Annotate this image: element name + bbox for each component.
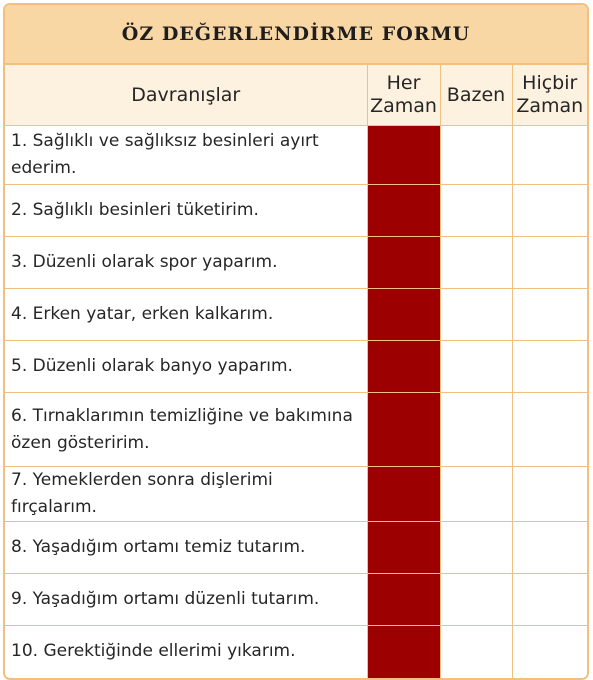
cell-always[interactable] xyxy=(367,626,440,678)
self-assessment-form xyxy=(3,3,589,680)
table-row xyxy=(5,574,587,626)
row-text xyxy=(5,341,367,393)
cell-sometimes[interactable] xyxy=(440,626,512,678)
form-title: ÖZ DEĞERLENDİRME FORMU xyxy=(5,5,587,65)
header-row xyxy=(5,65,587,126)
cell-sometimes[interactable] xyxy=(440,237,512,289)
row-text-line2: özen gösteririm. xyxy=(11,432,150,453)
table-row xyxy=(5,237,587,289)
cell-never[interactable] xyxy=(512,237,587,289)
row-text xyxy=(5,393,367,467)
cell-sometimes[interactable] xyxy=(440,126,512,185)
cell-always[interactable] xyxy=(367,522,440,574)
cell-never[interactable] xyxy=(512,185,587,237)
header-never-line1: Hiçbir xyxy=(522,72,578,94)
row-text-line1: 5. Düzenli olarak banyo yaparım. xyxy=(11,356,293,376)
row-text xyxy=(5,185,367,237)
header-never xyxy=(512,65,587,126)
row-text-line1: 6. Tırnaklarımın temizliğine ve bakımına xyxy=(11,405,353,426)
cell-always[interactable] xyxy=(367,341,440,393)
row-text xyxy=(5,237,367,289)
cell-sometimes[interactable] xyxy=(440,341,512,393)
cell-always[interactable] xyxy=(367,574,440,626)
table-row xyxy=(5,289,587,341)
table-row xyxy=(5,126,587,185)
cell-always[interactable] xyxy=(367,467,440,522)
cell-always[interactable] xyxy=(367,126,440,185)
cell-always[interactable] xyxy=(367,289,440,341)
cell-never[interactable] xyxy=(512,341,587,393)
cell-never[interactable] xyxy=(512,126,587,185)
cell-never[interactable] xyxy=(512,522,587,574)
row-text-line1: 8. Yaşadığım ortamı temiz tutarım. xyxy=(11,537,306,557)
table-row xyxy=(5,341,587,393)
row-text xyxy=(5,522,367,574)
row-text-line1: 7. Yemeklerden sonra dişlerimi fırçalarım. xyxy=(11,470,273,517)
table-row xyxy=(5,522,587,574)
cell-sometimes[interactable] xyxy=(440,574,512,626)
table-row xyxy=(5,626,587,678)
cell-never[interactable] xyxy=(512,574,587,626)
cell-sometimes[interactable] xyxy=(440,467,512,522)
header-always-line1: Her xyxy=(386,72,421,94)
cell-sometimes[interactable] xyxy=(440,185,512,237)
row-text-line1: 10. Gerektiğinde ellerimi yıkarım. xyxy=(11,641,296,662)
cell-always[interactable] xyxy=(367,237,440,289)
cell-never[interactable] xyxy=(512,393,587,467)
row-text xyxy=(5,574,367,626)
row-text-line1: 3. Düzenli olarak spor yaparım. xyxy=(11,252,278,272)
header-sometimes: Bazen xyxy=(440,65,512,126)
table-row xyxy=(5,467,587,522)
header-behaviors: Davranışlar xyxy=(5,65,367,126)
cell-always[interactable] xyxy=(367,185,440,237)
header-never-line2: Zaman xyxy=(516,95,584,117)
row-text xyxy=(5,289,367,341)
cell-sometimes[interactable] xyxy=(440,393,512,467)
cell-sometimes[interactable] xyxy=(440,289,512,341)
row-text xyxy=(5,467,367,522)
cell-never[interactable] xyxy=(512,467,587,522)
cell-never[interactable] xyxy=(512,626,587,678)
table-row xyxy=(5,185,587,237)
row-text-line1: 2. Sağlıklı besinleri tüketirim. xyxy=(11,200,259,220)
table-row xyxy=(5,393,587,467)
header-always-line2: Zaman xyxy=(370,95,437,117)
row-text-line1: 9. Yaşadığım ortamı düzenli tutarım. xyxy=(11,589,320,609)
assessment-table xyxy=(5,65,587,678)
row-text-line1: 4. Erken yatar, erken kalkarım. xyxy=(11,304,274,324)
header-always xyxy=(367,65,440,126)
row-text xyxy=(5,626,367,678)
cell-never[interactable] xyxy=(512,289,587,341)
row-text-line2: ederim. xyxy=(11,158,77,178)
cell-always[interactable] xyxy=(367,393,440,467)
row-text xyxy=(5,126,367,185)
row-text-line1: 1. Sağlıklı ve sağlıksız besinleri ayırt xyxy=(11,131,319,151)
cell-sometimes[interactable] xyxy=(440,522,512,574)
